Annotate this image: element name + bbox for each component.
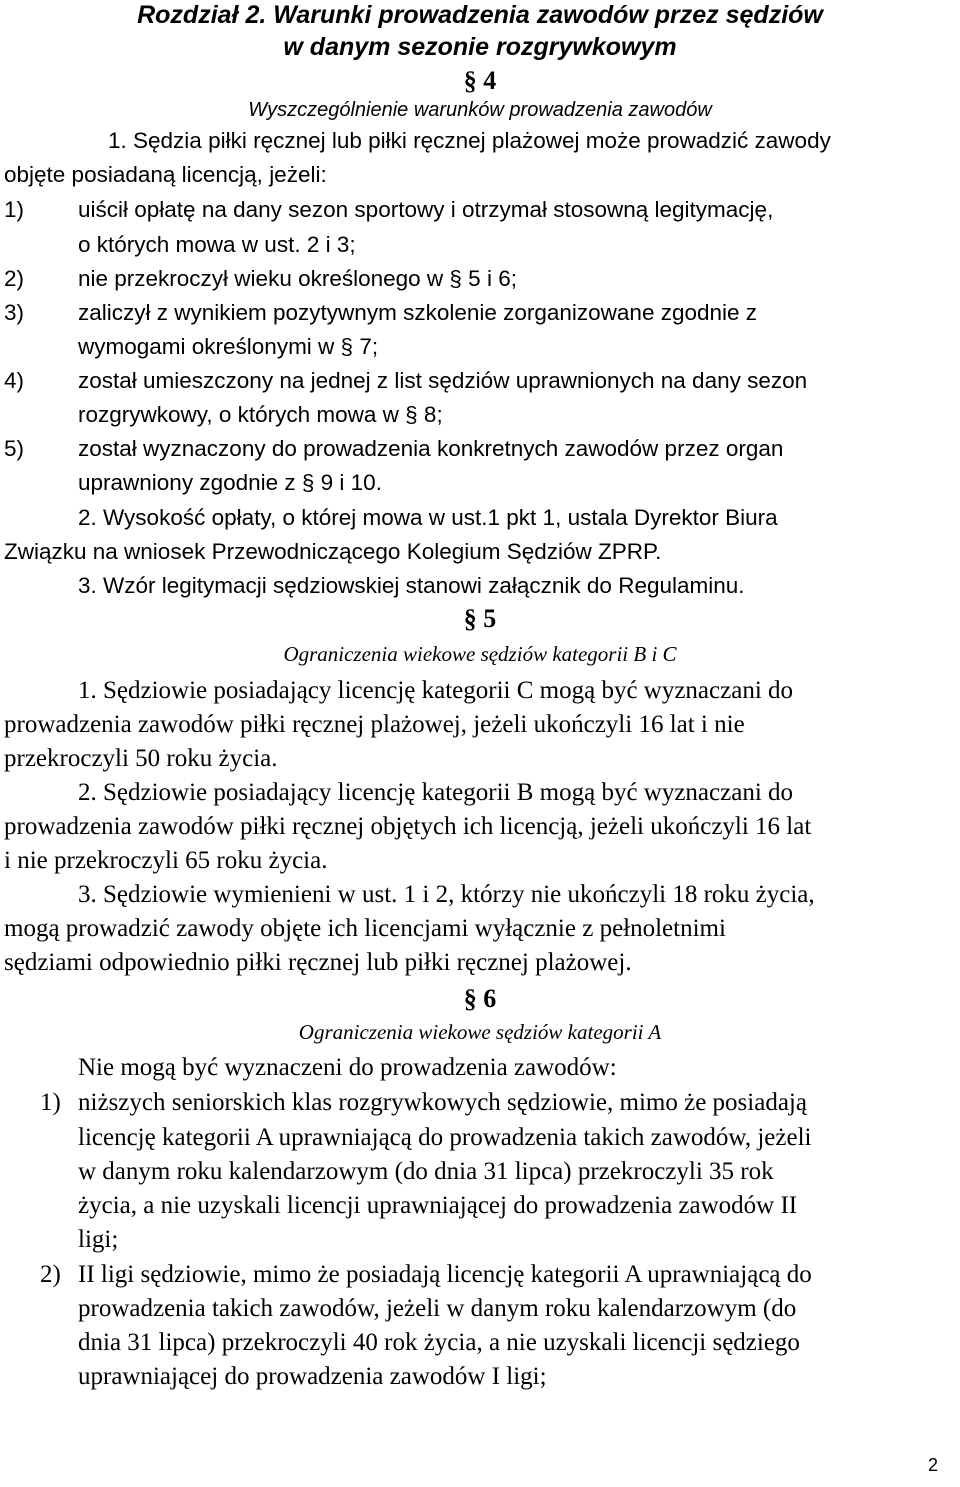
s4-item3-line2: wymogami określonymi w § 7; bbox=[78, 334, 379, 359]
chapter-title-line1: Rozdział 2. Warunki prowadzenia zawodów przez sędziów bbox=[137, 1, 823, 29]
section-4-p1-line2: objęte posiadaną licencją, jeżeli: bbox=[4, 162, 327, 187]
s6-item1-line4: życia, a nie uzyskali licencji uprawniającej do prowadzenia zawodów II bbox=[78, 1192, 798, 1219]
section-5-p1-line3: przekroczyli 50 roku życia. bbox=[4, 745, 278, 772]
section-4-subtitle: Wyszczególnienie warunków prowadzenia zawodów bbox=[248, 99, 712, 121]
s4-item3-line1: zaliczył z wynikiem pozytywnym szkolenie zorganizowane zgodnie z bbox=[78, 300, 758, 325]
s6-item2-num: 2) bbox=[40, 1261, 61, 1288]
s4-item5-line1: został wyznaczony do prowadzenia konkretnych zawodów przez organ bbox=[78, 436, 784, 461]
section-6-mark: § 6 bbox=[463, 984, 497, 1013]
section-5-subtitle: Ograniczenia wiekowe sędziów kategorii B i C bbox=[283, 642, 677, 666]
section-5-p1-line2: prowadzenia zawodów piłki ręcznej plażowej, jeżeli ukończyli 16 lat i nie bbox=[4, 711, 745, 738]
section-4-p2-line2: Związku na wniosek Przewodniczącego Kolegium Sędziów ZPRP. bbox=[4, 539, 662, 564]
s6-item2-line2: prowadzenia takich zawodów, jeżeli w danym roku kalendarzowym (do bbox=[78, 1295, 797, 1322]
s4-item3-num: 3) bbox=[4, 300, 25, 325]
s6-item2-line4: uprawniającej do prowadzenia zawodów I ligi; bbox=[78, 1363, 547, 1390]
s6-item1-line3: w danym roku kalendarzowym (do dnia 31 lipca) przekroczyli 35 rok bbox=[78, 1158, 774, 1185]
section-5-p3-line1: 3. Sędziowie wymienieni w ust. 1 i 2, którzy nie ukończyli 18 roku życia, bbox=[78, 881, 815, 908]
s4-item4-line2: rozgrywkowy, o których mowa w § 8; bbox=[78, 402, 443, 427]
s4-item4-line1: został umieszczony na jednej z list sędziów uprawnionych na dany sezon bbox=[78, 368, 808, 393]
s4-item5-line2: uprawniony zgodnie z § 9 i 10. bbox=[78, 470, 382, 495]
section-5-mark: § 5 bbox=[463, 604, 497, 633]
s4-item1-line1: uiścił opłatę na dany sezon sportowy i otrzymał stosowną legitymację, bbox=[78, 197, 774, 222]
s4-item2-line1: nie przekroczył wieku określonego w § 5 i 6; bbox=[78, 266, 517, 291]
section-5-p2-line3: i nie przekroczyli 65 roku życia. bbox=[4, 847, 328, 874]
s6-item1-line1: niższych seniorskich klas rozgrywkowych sędziowie, mimo że posiadają bbox=[78, 1089, 807, 1116]
s4-item5-num: 5) bbox=[4, 436, 25, 461]
s4-item1-num: 1) bbox=[4, 197, 25, 222]
section-4-p1-line1: 1. Sędzia piłki ręcznej lub piłki ręcznej plażowej może prowadzić zawody bbox=[108, 128, 831, 153]
section-5-p3-line2: mogą prowadzić zawody objęte ich licencjami wyłącznie z pełnoletnimi bbox=[4, 915, 726, 942]
section-6-subtitle: Ograniczenia wiekowe sędziów kategorii A bbox=[298, 1020, 662, 1044]
s6-item2-line1: II ligi sędziowie, mimo że posiadają licencję kategorii A uprawniającą do bbox=[78, 1261, 812, 1288]
s4-item2-num: 2) bbox=[4, 266, 25, 291]
section-5-p2-line2: prowadzenia zawodów piłki ręcznej objętych ich licencją, jeżeli ukończyli 16 lat bbox=[4, 813, 812, 840]
s6-item2-line3: dnia 31 lipca) przekroczyli 40 rok życia, a nie uzyskali licencji sędziego bbox=[78, 1329, 800, 1356]
s6-item1-line5: ligi; bbox=[78, 1226, 119, 1253]
section-4-p3-line1: 3. Wzór legitymacji sędziowskiej stanowi załącznik do Regulaminu. bbox=[78, 573, 745, 598]
section-6-intro: Nie mogą być wyznaczeni do prowadzenia zawodów: bbox=[78, 1054, 617, 1081]
section-5-p3-line3: sędziami odpowiednio piłki ręcznej lub piłki ręcznej plażowej. bbox=[4, 949, 632, 976]
section-5-p2-line1: 2. Sędziowie posiadający licencję kategorii B mogą być wyznaczani do bbox=[78, 779, 794, 806]
section-4-p2-line1: 2. Wysokość opłaty, o której mowa w ust.1 pkt 1, ustala Dyrektor Biura bbox=[78, 505, 778, 530]
section-4-mark: § 4 bbox=[463, 66, 497, 95]
s6-item1-num: 1) bbox=[40, 1089, 61, 1116]
s4-item4-num: 4) bbox=[4, 368, 25, 393]
page-number: 2 bbox=[927, 1455, 938, 1475]
chapter-title-line2: w danym sezonie rozgrywkowym bbox=[283, 33, 677, 61]
s4-item1-line2: o których mowa w ust. 2 i 3; bbox=[78, 232, 356, 257]
s6-item1-line2: licencję kategorii A uprawniającą do prowadzenia takich zawodów, jeżeli bbox=[78, 1124, 812, 1151]
section-5-p1-line1: 1. Sędziowie posiadający licencję kategorii C mogą być wyznaczani do bbox=[78, 677, 794, 704]
